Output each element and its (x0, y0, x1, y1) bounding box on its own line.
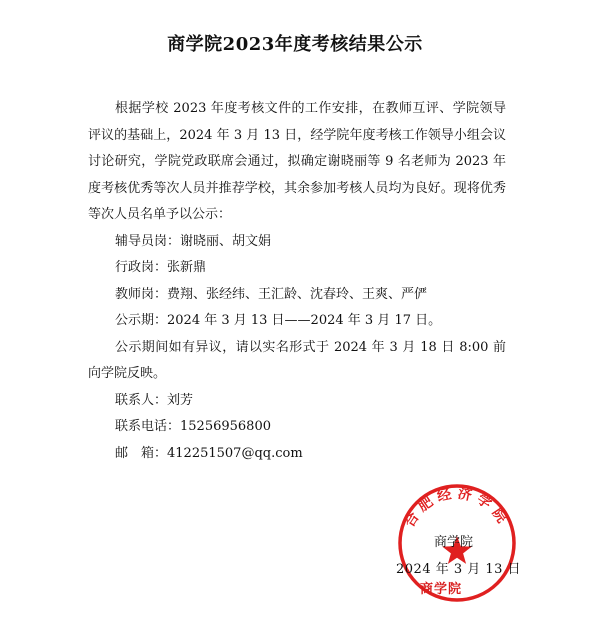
contact-line: 联系人：刘芳 (115, 392, 194, 408)
signature-unit: 商学院 (420, 582, 463, 597)
signature-date: 2024 年 3 月 13 日 (396, 562, 522, 577)
email-line: 邮 箱：412251507@qq.com (115, 445, 303, 461)
counselor-line: 辅导员岗：谢晓丽、胡文娟 (115, 233, 272, 249)
notice-body (88, 96, 506, 467)
teacher-line: 教师岗：费翔、张经纬、王汇龄、沈春玲、王爽、严俨 (115, 286, 428, 302)
intro-paragraph: 根据学校 2023 年度考核文件的工作安排，在教师互评、学院领导评议的基础上，2024 年 3 月 13 日，经学院年度考核工作领导小组会议讨论研究，学院党政联席会通过，拟确定谢晓丽等 9 名老师为 2023 年度考核优秀等次人员并推荐学校，其余参加考核人员均为良好。现将优秀等次人员名单予以公示： (88, 101, 506, 222)
seal-arc-textpath: 合肥经济学院 (401, 485, 513, 531)
period-line: 公示期：2024 年 3 月 13 日——2024 年 3 月 17 日。 (115, 313, 442, 328)
seal-arc-text (401, 485, 514, 531)
page-title: 商学院2023年度考核结果公示 (167, 34, 423, 55)
objection-paragraph: 公示期间如有异议，请以实名形式于 2024 年 3 月 18 日 8:00 前向学院反映。 (88, 339, 506, 381)
signature-name: 商学院 (434, 535, 474, 550)
admin-line: 行政岗：张新鼎 (115, 260, 207, 275)
phone-line: 联系电话：15256956800 (115, 419, 271, 434)
